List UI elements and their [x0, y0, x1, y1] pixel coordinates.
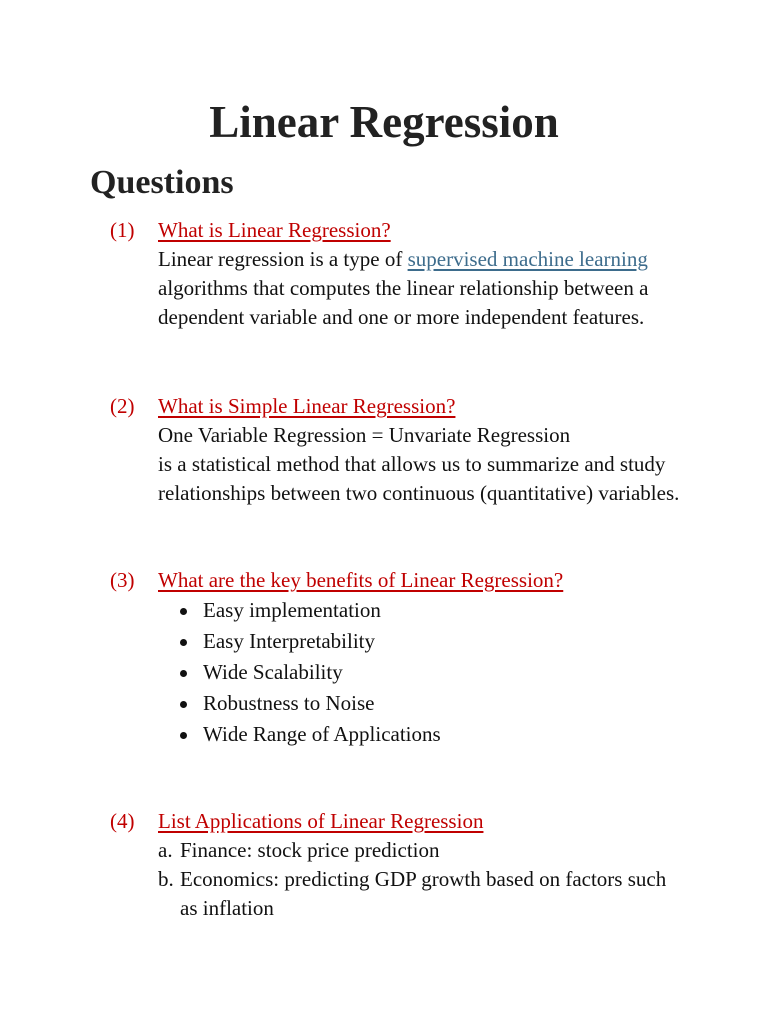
list-item-text: Wide Scalability: [203, 660, 343, 684]
list-item-text: Robustness to Noise: [203, 691, 375, 715]
question-number-2: (2): [110, 394, 135, 418]
list-item-text: Economics: predicting GDP growth based on factors such as inflation: [180, 867, 667, 920]
question-line-1: [110, 216, 710, 245]
list-item: [158, 836, 710, 865]
question-block-2: [110, 392, 710, 508]
answer-1: [158, 245, 688, 332]
question-line-4: [110, 807, 710, 836]
question-block-4: [110, 807, 710, 923]
question-line-3: [110, 566, 710, 595]
applications-list: [158, 836, 710, 923]
list-item: [158, 719, 710, 750]
question-number-1: (1): [110, 218, 135, 242]
list-item-text: Easy Interpretability: [203, 629, 376, 653]
question-block-3: [110, 566, 710, 750]
question-text-4: List Applications of Linear Regression: [158, 809, 484, 833]
benefits-list: [158, 595, 710, 750]
question-line-2: [110, 392, 710, 421]
section-heading: Questions: [90, 164, 234, 201]
question-text-3: What are the key benefits of Linear Regression?: [158, 568, 564, 592]
bullet-icon: [180, 732, 187, 739]
question-number-3: (3): [110, 568, 135, 592]
list-item-text: Finance: stock price prediction: [180, 838, 440, 862]
list-marker: a.: [158, 838, 173, 862]
list-item: [158, 865, 670, 923]
question-text-1: What is Linear Regression?: [158, 218, 391, 242]
bullet-icon: [180, 608, 187, 615]
supervised-ml-link[interactable]: supervised machine learning: [407, 247, 648, 271]
answer-1-paragraph: [158, 245, 688, 332]
answer-2-line-2: is a statistical method that allows us to summarize and study relationships between two continuous (quantitative) variables.: [158, 452, 680, 505]
answer-1-post: algorithms that computes the linear relationship between a dependent variable and one or more independent features.: [158, 276, 649, 329]
list-item-text: Wide Range of Applications: [203, 722, 441, 746]
list-item: [158, 657, 710, 688]
answer-1-pre: Linear regression is a type of: [158, 247, 408, 271]
answer-2: [158, 421, 688, 508]
list-item: [158, 688, 710, 719]
list-item: [158, 595, 710, 626]
question-text-2: What is Simple Linear Regression?: [158, 394, 456, 418]
list-item-text: Easy implementation: [203, 598, 381, 622]
answer-2-line-1: One Variable Regression = Unvariate Regression: [158, 423, 571, 447]
document-title: Linear Regression: [209, 97, 559, 147]
list-marker: b.: [158, 867, 174, 891]
bullet-icon: [180, 670, 187, 677]
question-number-4: (4): [110, 809, 135, 833]
bullet-icon: [180, 639, 187, 646]
question-block-1: [110, 216, 710, 332]
list-item: [158, 626, 710, 657]
bullet-icon: [180, 701, 187, 708]
